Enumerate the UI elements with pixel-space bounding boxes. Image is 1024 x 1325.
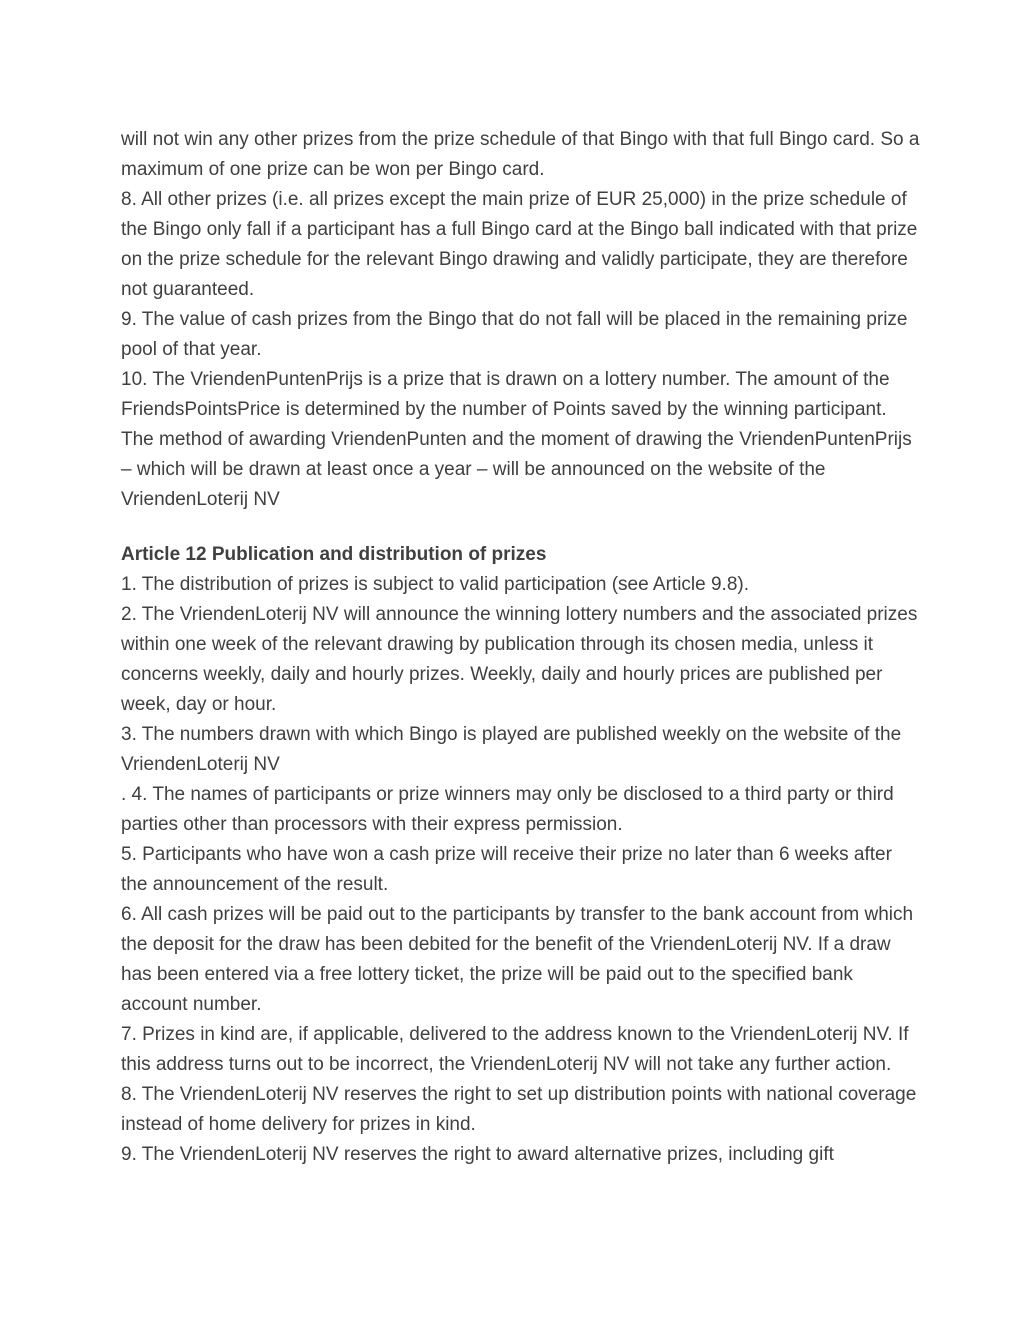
article-12-item-3: 3. The numbers drawn with which Bingo is played are published weekly on the website of the VriendenLoterij NV [121, 724, 902, 775]
article-12-item-2: 2. The VriendenLoterij NV will announce the winning lottery numbers and the associated prizes within one week of the relevant drawing by publication through its chosen media, unless it concerns weekly, daily and hourly prizes. Weekly, daily and hourly prices are published per week, day or hour. [121, 604, 918, 715]
article-12-item-5: 5. Participants who have won a cash prize will receive their prize no later than 6 weeks after the announcement of the result. [121, 844, 892, 895]
article-12-item-1: 1. The distribution of prizes is subject to valid participation (see Article 9.8). [121, 574, 750, 595]
article-12-item-6: 6. All cash prizes will be paid out to the participants by transfer to the bank account from which the deposit for the draw has been debited for the benefit of the VriendenLoterij NV. If a draw has been entered via a free lottery ticket, the prize will be paid out to the specified bank account number. [121, 904, 914, 1015]
article-12-item-7: 7. Prizes in kind are, if applicable, delivered to the address known to the VriendenLoterij NV. If this address turns out to be incorrect, the VriendenLoterij NV will not take any further action. [121, 1024, 909, 1075]
article-12-heading: Article 12 Publication and distribution of prizes [121, 544, 547, 565]
document-page [121, 125, 921, 1170]
article-12-item-8: 8. The VriendenLoterij NV reserves the right to set up distribution points with national coverage instead of home delivery for prizes in kind. [121, 1084, 917, 1135]
article-12-item-9: 9. The VriendenLoterij NV reserves the right to award alternative prizes, including gift [121, 1144, 834, 1165]
article-12-item-4: . 4. The names of participants or prize winners may only be disclosed to a third party or third parties other than processors with their express permission. [121, 784, 894, 835]
paragraph-item-10: 10. The VriendenPuntenPrijs is a prize that is drawn on a lottery number. The amount of the FriendsPointsPrice is determined by the number of Points saved by the winning participant. The method of awarding VriendenPunten and the moment of drawing the VriendenPuntenPrijs – which will be drawn at least once a year – will be announced on the website of the VriendenLoterij NV [121, 369, 912, 510]
paragraph-item-8: 8. All other prizes (i.e. all prizes except the main prize of EUR 25,000) in the prize schedule of the Bingo only fall if a participant has a full Bingo card at the Bingo ball indicated with that prize on the prize schedule for the relevant Bingo drawing and validly participate, they are therefore not guaranteed. [121, 189, 918, 300]
paragraph-item-9: 9. The value of cash prizes from the Bingo that do not fall will be placed in the remaining prize pool of that year. [121, 309, 908, 360]
paragraph-continued: will not win any other prizes from the prize schedule of that Bingo with that full Bingo card. So a maximum of one prize can be won per Bingo card. [121, 129, 920, 180]
section-spacer [121, 515, 921, 540]
